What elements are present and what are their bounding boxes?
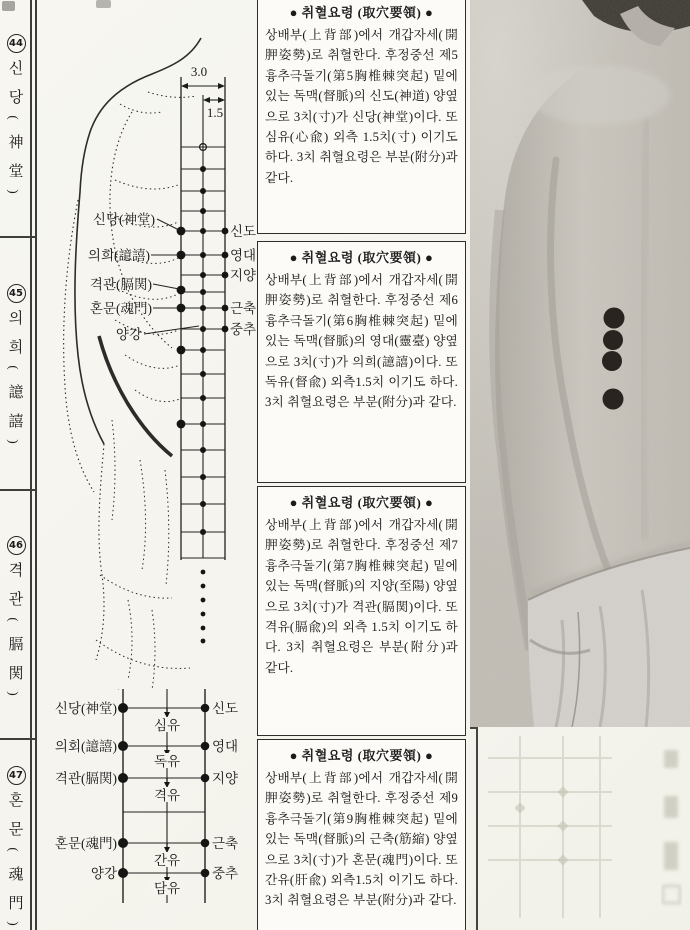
entry-char: 譩 [8, 385, 24, 401]
row-label-center: 간유 [153, 853, 181, 868]
instruction-box-2 [257, 241, 466, 483]
entry-char: 문 [8, 822, 24, 838]
entry-paren: ) [6, 439, 22, 444]
point-label-left: 격관(膈関) [89, 277, 152, 292]
acupoint-dot [603, 330, 623, 350]
index-entry-45 [1, 284, 31, 446]
measure-outer-value: 3.0 [190, 64, 208, 79]
index-entry-44 [1, 34, 31, 196]
spine-ladder [181, 77, 225, 560]
point-schematic-diagram [36, 688, 260, 930]
box-title: ● 취혈요령 (取穴要領) ● [289, 5, 434, 20]
index-entry-46 [1, 536, 31, 698]
label-leader-lines [144, 219, 199, 334]
entry-char: 관 [8, 592, 24, 608]
entry-char: 희 [8, 340, 24, 356]
row-label-right: 지양 [212, 771, 239, 786]
row-label-right: 중추 [212, 866, 239, 881]
column-rule-corner [470, 727, 478, 729]
instruction-box-1 [257, 0, 466, 234]
entry-char: 혼 [8, 793, 24, 809]
row-label-left: 혼문(魂門) [54, 836, 117, 851]
box-title: ● 취혈요령 (取穴要領) ● [289, 495, 434, 510]
instruction-box-3 [257, 486, 466, 736]
column-rule [476, 727, 478, 930]
point-label-right: 중추 [230, 322, 257, 337]
index-entry-47 [1, 766, 31, 928]
point-label-left: 의희(譩譆) [87, 248, 150, 263]
photo-grain [470, 0, 690, 727]
point-label-right: 신도 [230, 224, 257, 239]
row-label-right: 영대 [212, 739, 239, 754]
entry-number-badge: 46 [7, 536, 26, 555]
point-label-right: 근축 [230, 301, 257, 316]
row-label-left: 신당(神堂) [54, 701, 117, 716]
entry-char: 당 [8, 90, 24, 106]
back-anatomy-diagram [36, 0, 260, 690]
point-label-right: 지양 [230, 268, 257, 283]
sidebar-rule-outer [30, 0, 32, 930]
entry-paren: ( [6, 847, 22, 852]
entry-char: 膈 [8, 637, 24, 653]
acupoint-dot [602, 351, 622, 371]
row-label-center: 심유 [153, 718, 181, 733]
row-label-left: 격관(膈関) [54, 771, 117, 786]
box-title: ● 취혈요령 (取穴要領) ● [289, 250, 434, 265]
entry-char: 신 [8, 61, 24, 77]
showthrough-ghost [480, 728, 690, 930]
entry-paren: ) [6, 189, 22, 194]
entry-paren: ) [6, 921, 22, 926]
entry-paren: ( [6, 617, 22, 622]
point-label-left: 신당(神堂) [92, 212, 155, 227]
entry-char: 関 [8, 666, 24, 682]
entry-char: 의 [8, 311, 24, 327]
box-body-text: 상배부(上背部)에서 개갑자세(開胛姿勢)로 취혈한다. 후정중선 제7흉추극돌기(第7胸椎棘突起) 밑에 있는 독맥(督脈)의 지양(至陽) 양옆으로 3치(寸)가 격관(膈関)이다. 또 격유(膈兪)의 외측 1.5치 이기도 하다. 3치 취혈요령은 부분(附分)과 같다. [265, 518, 458, 675]
row-label-left: 양강 [90, 866, 117, 881]
entry-char: 堂 [8, 164, 24, 180]
row-label-left: 의회(譩譆) [54, 739, 117, 754]
box-title: ● 취혈요령 (取穴要領) ● [289, 748, 434, 763]
box-body-text: 상배부(上背部)에서 개갑자세(開胛姿勢)로 취혈한다. 후정중선 제9흉추극돌기(第9胸椎棘突起) 밑에 있는 독맥(督脈)의 근축(筋縮) 양옆으로 3치(寸)가 혼문(魂門)이다. 또 간유(肝兪) 외측1.5치 이기도 하다. 3치 취혈요령은 부분(附分)과 같다. [265, 771, 458, 908]
row-label-right: 신도 [212, 701, 239, 716]
back-photo [470, 0, 690, 727]
measurement-arrows [181, 83, 225, 103]
entry-char: 격 [8, 563, 24, 579]
acupoint-markers [602, 308, 625, 410]
entry-char: 門 [8, 896, 24, 912]
entry-char: 譆 [8, 414, 24, 430]
entry-paren: ( [6, 115, 22, 120]
row-label-center: 격유 [153, 788, 181, 803]
instruction-box-4 [257, 739, 466, 930]
point-label-right: 영대 [230, 248, 257, 263]
point-label-left: 양강 [115, 327, 142, 342]
acupoint-dot [604, 308, 625, 329]
entry-paren: ) [6, 691, 22, 696]
box-body-text: 상배부(上背部)에서 개갑자세(開胛姿勢)로 취혈한다. 후정중선 제6흉추극돌기(第6胸椎棘突起) 밑에 있는 독맥(督脈)의 영대(靈臺) 양옆으로 3치(寸)가 의희(譩譆)이다. 또 독유(督兪) 외측1.5치 이기도 하다. 3치 취혈요령은 부분(附分)과 같다. [265, 273, 458, 410]
acupoint-dot [603, 389, 624, 410]
entry-char: 神 [8, 135, 24, 151]
entry-paren: ( [6, 365, 22, 370]
cutoff-glyph-mark [2, 1, 15, 11]
row-label-center: 담유 [153, 881, 181, 896]
row-label-center: 독유 [153, 754, 181, 769]
entry-number-badge: 44 [7, 34, 26, 53]
measure-inner-value: 1.5 [206, 105, 224, 120]
entry-number-badge: 45 [7, 284, 26, 303]
entry-number-badge: 47 [7, 766, 26, 785]
row-label-right: 근축 [212, 836, 239, 851]
entry-char: 魂 [8, 867, 24, 883]
point-label-left: 혼문(魂門) [89, 301, 152, 316]
box-body-text: 상배부(上背部)에서 개갑자세(開胛姿勢)로 취혈한다. 후정중선 제5흉추극돌기(第5胸椎棘突起) 밑에 있는 독맥(督脈)의 신도(神道) 양옆으로 3치(寸)가 신당(神堂)이다. 또 심유(心兪) 외측 1.5치(寸) 이기도 하다. 3치 취혈요령은 부분(附分)과 같다. [265, 28, 458, 185]
